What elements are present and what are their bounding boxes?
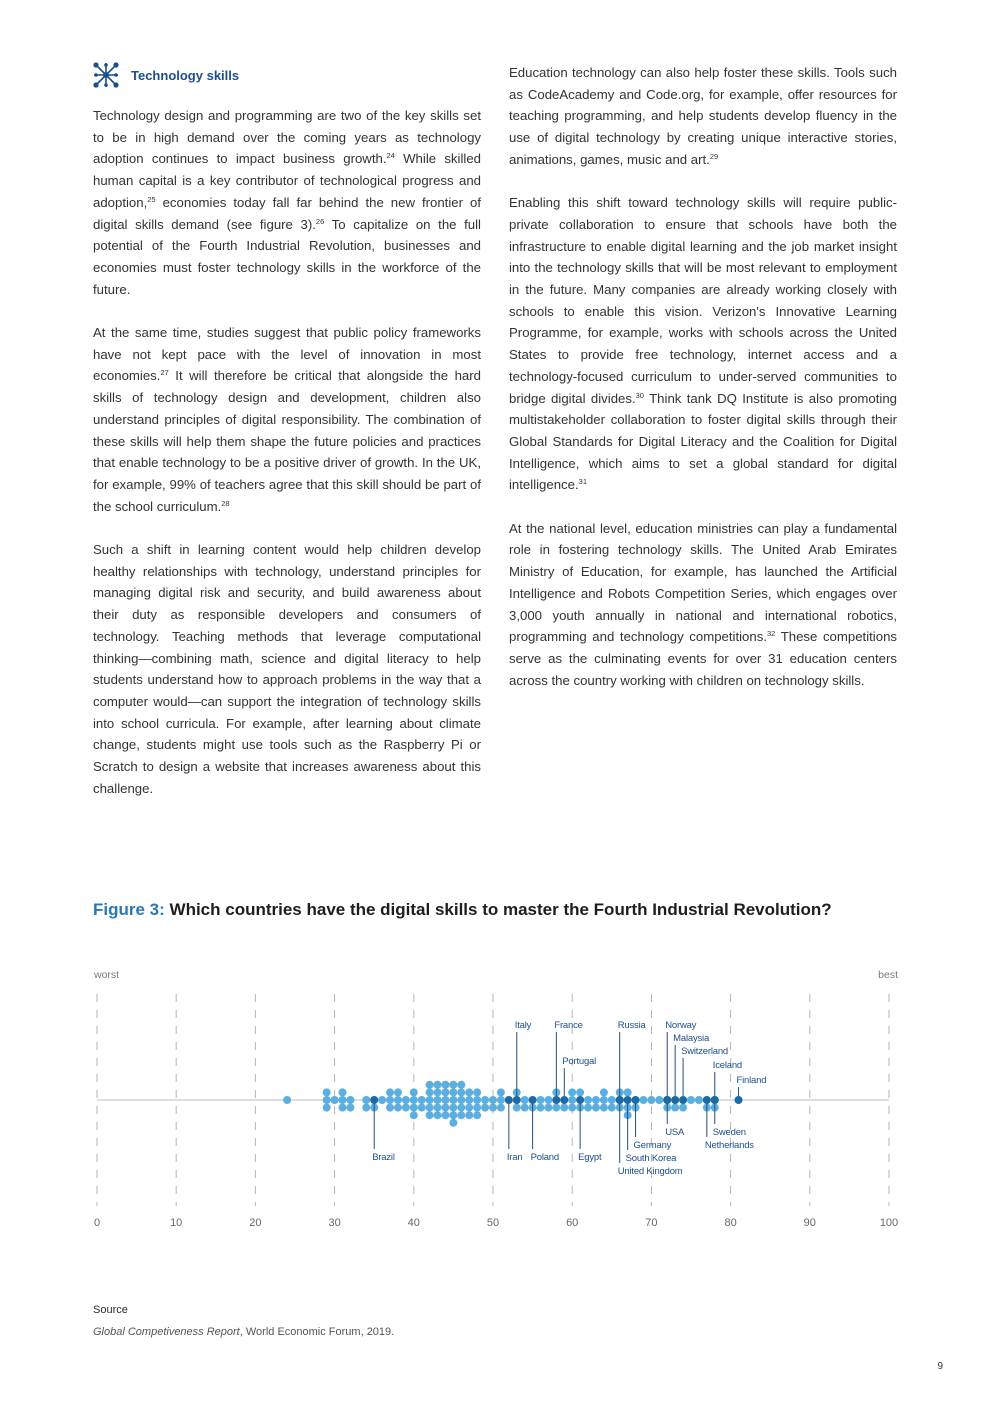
- x-tick-label: 50: [486, 1217, 500, 1229]
- country-label: France: [554, 1020, 583, 1031]
- paragraph: At the national level, education ministries can play a fundamental role in fostering technology skills. The United Arab Emirates Ministry of Education, for example, has launched the Artificial Intelligence and Robots Competition Series, which engages over 3,000 youth annually in national and international robotics, programming and technology competitions.$^{32}$ These competitions serve as the culminating events for over 31 education centers across the country working with children on technology skills.: [509, 520, 897, 688]
- country-dot: [449, 1104, 457, 1112]
- country-label: Switzerland: [681, 1046, 728, 1057]
- country-dot: [418, 1096, 426, 1104]
- country-dot: [544, 1096, 552, 1104]
- paragraph: Enabling this shift toward technology skills will require public-private collaboration to ensure that schools have both the infrastructure to enable digital learning and the job market insight into the technology skills that will be most relevant to employment in the future. Many companies are already working closely with schools to enable this vision. Verizon's Innovative Learning Programme, for example, works with schools across the United States to provide free technology, internet access and a technology-focused curriculum to under-served communities to bridge digital divides.$^{30}$ Think tank DQ Institute is also promoting multistakeholder collaboration to foster digital skills through their Global Standards for Digital Literacy and the Coalition for Digital Intelligence, which aims to set a global standard for digital intelligence.$^{31}$: [509, 195, 897, 493]
- figure-label: Figure 3:: [93, 900, 165, 919]
- country-dot: [481, 1096, 489, 1104]
- highlighted-country-dot: [529, 1096, 537, 1104]
- figure-title-text: Which countries have the digital skills to master the Fourth Industrial Revolution?: [164, 900, 832, 919]
- paragraph: At the same time, studies suggest that public policy frameworks have not kept pace with the level of innovation in most economies.$^{27}$ It will therefore be critical that alongside the hard skills of technology design and development, children also understand principles of digital responsibility. The combination of these skills will help them shape the future policies and practices that enable technology to be a positive driver of growth. In the UK, for example, 99% of teachers agree that this skill should be part of the school curriculum.$^{28}$: [93, 325, 481, 514]
- country-dot: [426, 1104, 434, 1112]
- country-label: Germany: [633, 1140, 672, 1151]
- country-dot: [465, 1111, 473, 1119]
- country-dot: [695, 1096, 703, 1104]
- country-label: South Korea: [625, 1153, 677, 1164]
- country-dot: [402, 1096, 410, 1104]
- axis-worst-label: worst: [94, 969, 120, 981]
- section-title: Technology skills: [131, 67, 240, 83]
- country-dot: [434, 1088, 442, 1096]
- country-dot: [410, 1111, 418, 1119]
- x-tick-label: 60: [566, 1217, 579, 1229]
- source-rest: , World Economic Forum, 2019.: [239, 1326, 395, 1338]
- country-dot: [441, 1096, 449, 1104]
- axis-best-label: best: [878, 969, 898, 981]
- country-dot: [386, 1104, 394, 1112]
- country-dot: [608, 1096, 616, 1104]
- country-dot: [323, 1088, 331, 1096]
- country-dot: [441, 1111, 449, 1119]
- highlighted-country-dot: [632, 1096, 640, 1104]
- country-dot: [426, 1081, 434, 1089]
- country-dot: [481, 1104, 489, 1112]
- x-tick-label: 30: [328, 1217, 341, 1229]
- country-dot: [521, 1096, 529, 1104]
- country-dot: [457, 1081, 465, 1089]
- country-dot: [497, 1096, 505, 1104]
- country-dot: [489, 1096, 497, 1104]
- highlighted-country-dot: [735, 1096, 743, 1104]
- country-label: United Kingdom: [617, 1166, 683, 1177]
- country-dot: [537, 1104, 545, 1112]
- country-dot: [465, 1104, 473, 1112]
- country-dot: [434, 1111, 442, 1119]
- highlighted-country-dot: [616, 1096, 624, 1104]
- highlighted-country-dot: [711, 1096, 719, 1104]
- highlighted-country-dot: [513, 1096, 521, 1104]
- country-dot: [449, 1111, 457, 1119]
- footnote-ref[interactable]: 32: [767, 629, 776, 639]
- country-dot: [521, 1104, 529, 1112]
- x-tick-label: 100: [879, 1217, 899, 1229]
- highlighted-country-dot: [552, 1096, 560, 1104]
- country-dot: [339, 1104, 347, 1112]
- country-dot: [655, 1096, 663, 1104]
- country-dot: [434, 1096, 442, 1104]
- country-dot: [362, 1096, 370, 1104]
- country-dot: [568, 1088, 576, 1096]
- paragraph: Technology design and programming are two of the key skills set to be in high demand over the coming years as technology adoption continues to impact business growth.$^{24}$ While skilled human capital is a key contributor of technological progress and adoption,$^{25}$ economies today fall far behind the new frontier of digital skills demand (see figure 3).$^{26}$ To capitalize on the full potential of the Fourth Industrial Revolution, businesses and economies must foster technology skills in the workforce of the future.: [93, 108, 481, 297]
- country-dot: [465, 1096, 473, 1104]
- country-dot: [449, 1096, 457, 1104]
- footnote-ref[interactable]: 27: [160, 368, 169, 378]
- highlighted-country-dot: [703, 1096, 711, 1104]
- country-dot: [576, 1088, 584, 1096]
- country-dot: [426, 1111, 434, 1119]
- country-dot: [346, 1104, 354, 1112]
- country-dot: [647, 1096, 655, 1104]
- country-dot: [331, 1096, 339, 1104]
- country-dot: [283, 1096, 291, 1104]
- country-dot: [339, 1096, 347, 1104]
- highlighted-country-dot: [624, 1096, 632, 1104]
- source-text: [93, 1326, 394, 1338]
- country-dot: [608, 1104, 616, 1112]
- country-dot: [386, 1096, 394, 1104]
- footnote-ref[interactable]: 31: [578, 477, 587, 487]
- footnote-ref[interactable]: 29: [709, 151, 719, 161]
- country-dot: [426, 1096, 434, 1104]
- x-tick-label: 80: [724, 1217, 737, 1229]
- highlighted-country-dot: [505, 1096, 513, 1104]
- source-publication: Global Competiveness Report: [93, 1326, 240, 1338]
- country-label: Netherlands: [704, 1140, 754, 1151]
- country-label: USA: [665, 1127, 685, 1138]
- country-dot: [473, 1096, 481, 1104]
- country-dot: [560, 1104, 568, 1112]
- country-dot: [449, 1081, 457, 1089]
- country-dot: [497, 1088, 505, 1096]
- country-dot: [639, 1096, 647, 1104]
- country-dot: [473, 1088, 481, 1096]
- footnote-ref[interactable]: 26: [315, 216, 325, 226]
- x-tick-label: 90: [803, 1217, 816, 1229]
- country-dot: [473, 1111, 481, 1119]
- country-dot: [544, 1104, 552, 1112]
- country-label: Malaysia: [673, 1033, 710, 1044]
- country-dot: [473, 1104, 481, 1112]
- country-dot: [410, 1088, 418, 1096]
- x-tick-label: 40: [407, 1217, 420, 1229]
- country-dot: [362, 1104, 370, 1112]
- country-dot: [394, 1088, 402, 1096]
- country-dot: [489, 1104, 497, 1112]
- country-label: Finland: [736, 1075, 767, 1086]
- footnote-ref[interactable]: 30: [635, 390, 644, 400]
- country-label: Sweden: [712, 1127, 746, 1138]
- country-dot: [537, 1096, 545, 1104]
- country-dot: [497, 1104, 505, 1112]
- footnote-ref[interactable]: 25: [147, 194, 156, 204]
- country-dot: [465, 1088, 473, 1096]
- country-dot: [449, 1119, 457, 1127]
- country-dot: [441, 1088, 449, 1096]
- highlighted-country-dot: [679, 1096, 687, 1104]
- country-dot: [592, 1104, 600, 1112]
- highlighted-country-dot: [560, 1096, 568, 1104]
- country-label: Portugal: [562, 1056, 597, 1067]
- country-dot: [434, 1104, 442, 1112]
- highlighted-country-dot: [576, 1096, 584, 1104]
- page-number: 9: [937, 1361, 943, 1372]
- country-dot: [671, 1104, 679, 1112]
- country-label: Italy: [514, 1020, 532, 1031]
- country-dot: [410, 1096, 418, 1104]
- country-dot: [584, 1104, 592, 1112]
- country-label: Brazil: [372, 1152, 395, 1163]
- country-dot: [679, 1104, 687, 1112]
- x-tick-label: 0: [93, 1217, 101, 1229]
- highlighted-country-dot: [663, 1096, 671, 1104]
- country-dot: [600, 1104, 608, 1112]
- country-dot: [386, 1088, 394, 1096]
- country-dot: [457, 1096, 465, 1104]
- country-label: Poland: [530, 1152, 559, 1163]
- country-dot: [441, 1104, 449, 1112]
- country-label: Egypt: [578, 1152, 602, 1163]
- country-dot: [449, 1088, 457, 1096]
- country-dot: [552, 1104, 560, 1112]
- x-tick-label: 20: [249, 1217, 262, 1229]
- country-label: Norway: [665, 1020, 697, 1031]
- country-label: Iceland: [712, 1060, 742, 1071]
- country-dot: [441, 1081, 449, 1089]
- country-dot: [378, 1096, 386, 1104]
- country-dot: [346, 1096, 354, 1104]
- country-dot: [624, 1088, 632, 1096]
- footnote-ref[interactable]: 24: [386, 151, 395, 161]
- country-dot: [418, 1104, 426, 1112]
- country-dot: [600, 1096, 608, 1104]
- x-tick-label: 70: [645, 1217, 658, 1229]
- country-dot: [687, 1096, 695, 1104]
- footnote-ref[interactable]: 28: [221, 498, 230, 508]
- country-dot: [402, 1104, 410, 1112]
- country-dot: [339, 1088, 347, 1096]
- country-dot: [600, 1088, 608, 1096]
- country-label: Russia: [617, 1020, 646, 1031]
- country-dot: [584, 1096, 592, 1104]
- country-dot: [323, 1104, 331, 1112]
- country-dot: [394, 1104, 402, 1112]
- highlighted-country-dot: [370, 1096, 378, 1104]
- country-dot: [457, 1088, 465, 1096]
- country-dot: [323, 1096, 331, 1104]
- highlighted-country-dot: [671, 1096, 679, 1104]
- country-dot: [592, 1096, 600, 1104]
- country-dot: [457, 1111, 465, 1119]
- country-dot: [568, 1096, 576, 1104]
- source-heading: Source: [93, 1304, 128, 1316]
- country-dot: [434, 1081, 442, 1089]
- country-dot: [513, 1104, 521, 1112]
- country-dot: [457, 1104, 465, 1112]
- country-label: Iran: [506, 1152, 523, 1163]
- country-dot: [410, 1104, 418, 1112]
- paragraph: Such a shift in learning content would help children develop healthy relationships with technology, understand principles for managing digital risk and security, and build awareness about their duty as responsible developers and consumers of technology. Teaching methods that leverage computational thinking—combining math, science and digital literacy to help students understand how to approach problems in the way that a computer would—can support the integration of technology skills into school curricula. For example, after learning about climate change, students might use tools such as the Raspberry Pi or Scratch to design a website that increases awareness about this challenge.: [93, 542, 481, 796]
- paragraph: Education technology can also help foster these skills. Tools such as CodeAcademy and Code.org, for example, offer resources for teaching programming, and help students develop fluency in the use of digital technology by creating unique interactive stories, animations, games, music and art.$^{29}$: [509, 65, 897, 167]
- country-dot: [394, 1096, 402, 1104]
- country-dot: [426, 1088, 434, 1096]
- x-tick-label: 10: [170, 1217, 183, 1229]
- country-dot: [568, 1104, 576, 1112]
